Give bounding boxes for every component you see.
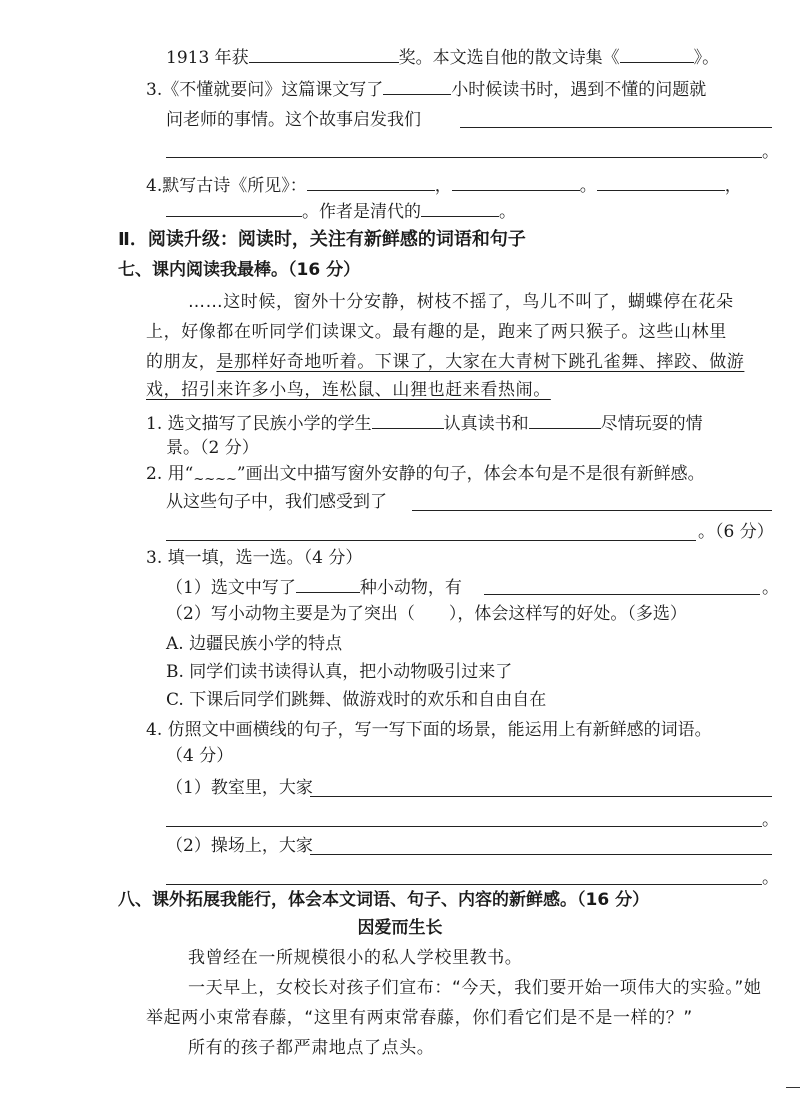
s7q4-sub2-end: 。 <box>762 868 779 888</box>
option-a[interactable]: A. 边疆民族小学的特点 <box>166 634 343 654</box>
s7q2-answer-line2[interactable] <box>166 540 696 541</box>
q4-period: 。 <box>579 176 597 196</box>
q2-mid: 奖。本文选自他的散文诗集《 <box>398 48 620 68</box>
animal-names-line[interactable] <box>484 594 760 595</box>
animal-count-blank[interactable] <box>296 574 360 593</box>
s7q3-sub1 <box>166 574 462 600</box>
collection-blank[interactable] <box>620 44 694 63</box>
page-edge-mark <box>786 1087 800 1088</box>
s7q1-blank1[interactable] <box>372 410 444 429</box>
q4-author-text: 。作者是清代的 <box>302 202 421 222</box>
s7q1-line1 <box>146 410 703 436</box>
q3-text-b: 小时候读书时，遇到不懂的问题就 <box>451 80 707 100</box>
s7q3-sub1-text-b: 种小动物，有 <box>359 578 462 598</box>
part2-heading: Ⅱ．阅读升级：阅读时，关注有新鲜感的词语和句子 <box>118 229 526 250</box>
article-title: 因爱而生长 <box>357 918 443 938</box>
q4-line1 <box>146 172 742 198</box>
poem-line1-blank[interactable] <box>307 172 435 191</box>
classroom-answer-line2[interactable] <box>166 826 762 827</box>
s7q2-text-a: 2. 用“ <box>146 464 194 484</box>
s7q4-sub1: （1）教室里，大家 <box>166 778 313 798</box>
wavy-line-icon: ~~~~ <box>193 472 237 487</box>
q4-comma2: ， <box>724 176 742 196</box>
article-p2-line1: 一天早上，女校长对孩子们宣布：“今天，我们要开始一项伟大的实验。”她 <box>188 978 762 998</box>
q4-comma: ， <box>434 176 452 196</box>
q3-end-mark <box>762 140 779 164</box>
s7q2-score: 。（6 分） <box>698 522 774 542</box>
s7q3-sub1-end: 。 <box>762 578 779 598</box>
s7q1-text-a: 1. 选文描写了民族小学的学生 <box>146 414 372 434</box>
q2-prefix: 1913 年获 <box>166 48 249 68</box>
q4-period2: 。 <box>499 202 516 222</box>
q3-end-period: 。 <box>762 142 779 162</box>
q3-name-blank[interactable] <box>383 76 451 95</box>
sec8-heading: 八、课外拓展我能行，体会本文词语、句子、内容的新鲜感。（16 分） <box>118 890 650 910</box>
s7q4-score: （4 分） <box>166 746 234 766</box>
poem-line3-blank[interactable] <box>597 172 725 191</box>
option-c[interactable]: C. 下课后同学们跳舞、做游戏时的欢乐和自由自在 <box>166 690 547 710</box>
author-blank[interactable] <box>421 198 499 217</box>
s7q2-answer-line1[interactable] <box>412 510 772 511</box>
s7q1-line2: 景。（2 分） <box>166 438 259 458</box>
classroom-answer-line1[interactable] <box>310 796 772 797</box>
q3-number: 3. <box>146 80 163 100</box>
q3-answer-line2[interactable] <box>166 157 762 158</box>
playground-answer-line2[interactable] <box>166 884 762 885</box>
passage-line3-plain: 的朋友， <box>146 352 217 372</box>
passage-line4 <box>146 378 551 402</box>
q4-text: 默写古诗《所见》： <box>162 176 307 196</box>
q4-number: 4. <box>146 176 163 196</box>
s7q1-text-b: 认真读书和 <box>443 414 529 434</box>
passage-line2: 上，好像都在听同学们读课文。最有趣的是，跑来了两只猴子。这些山林里 <box>146 322 727 342</box>
q3-answer-line1[interactable] <box>460 127 772 128</box>
s7q2-line1 <box>146 462 705 492</box>
article-p2-line2: 举起两小束常春藤，“这里有两束常春藤，你们看它们是不是一样的？” <box>146 1008 693 1028</box>
s7q1-blank2[interactable] <box>529 410 601 429</box>
q3-line2 <box>166 108 421 132</box>
playground-answer-line1[interactable] <box>310 854 772 855</box>
q2-continuation <box>166 44 719 70</box>
poem-line2-blank[interactable] <box>452 172 580 191</box>
q3-text-a: 《不懂就要问》这篇课文写了 <box>162 80 384 100</box>
s7q3-sub1-text-a: （1）选文中写了 <box>166 578 296 598</box>
passage-underlined-a: 是那样好奇地听着。下课了，大家在大青树下跳孔雀舞、摔跤、做游 <box>216 352 745 372</box>
q4-line2 <box>166 198 516 224</box>
q2-end: 》。 <box>693 48 720 68</box>
article-p3: 所有的孩子都严肃地点了点头。 <box>188 1038 435 1058</box>
s7q4-sub1-end: 。 <box>762 810 779 830</box>
poem-line4-blank[interactable] <box>166 198 302 217</box>
s7q3-head: 3. 填一填，选一选。（4 分） <box>146 548 363 568</box>
sec7-heading: 七、课内阅读我最棒。（16 分） <box>118 260 361 280</box>
passage-line1: ……这时候，窗外十分安静，树枝不摇了，鸟儿不叫了，蝴蝶停在花朵 <box>188 292 734 312</box>
s7q4-head: 4. 仿照文中画横线的句子，写一写下面的场景，能运用上有新鲜感的词语。 <box>146 720 712 740</box>
passage-line3 <box>146 350 744 374</box>
s7q2-text-b: ”画出文中描写窗外安静的句子，体会本句是不是很有新鲜感。 <box>236 464 705 484</box>
s7q1-text-c: 尽情玩耍的情 <box>600 414 703 434</box>
article-p1: 我曾经在一所规模很小的私人学校里教书。 <box>188 948 523 968</box>
q3-line1 <box>146 76 706 102</box>
award-blank[interactable] <box>249 44 399 63</box>
s7q3-sub2: （2）写小动物主要是为了突出（ ），体会这样写的好处。（多选） <box>166 604 687 624</box>
s7q4-sub2: （2）操场上，大家 <box>166 836 313 856</box>
s7q2-line2: 从这些句子中，我们感受到了 <box>166 492 387 512</box>
option-b[interactable]: B. 同学们读书读得认真，把小动物吸引过来了 <box>166 662 513 682</box>
q3-line2-text: 问老师的事情。这个故事启发我们 <box>166 110 421 130</box>
passage-underlined-b: 戏，招引来许多小鸟，连松鼠、山狸也赶来看热闹。 <box>146 380 551 400</box>
